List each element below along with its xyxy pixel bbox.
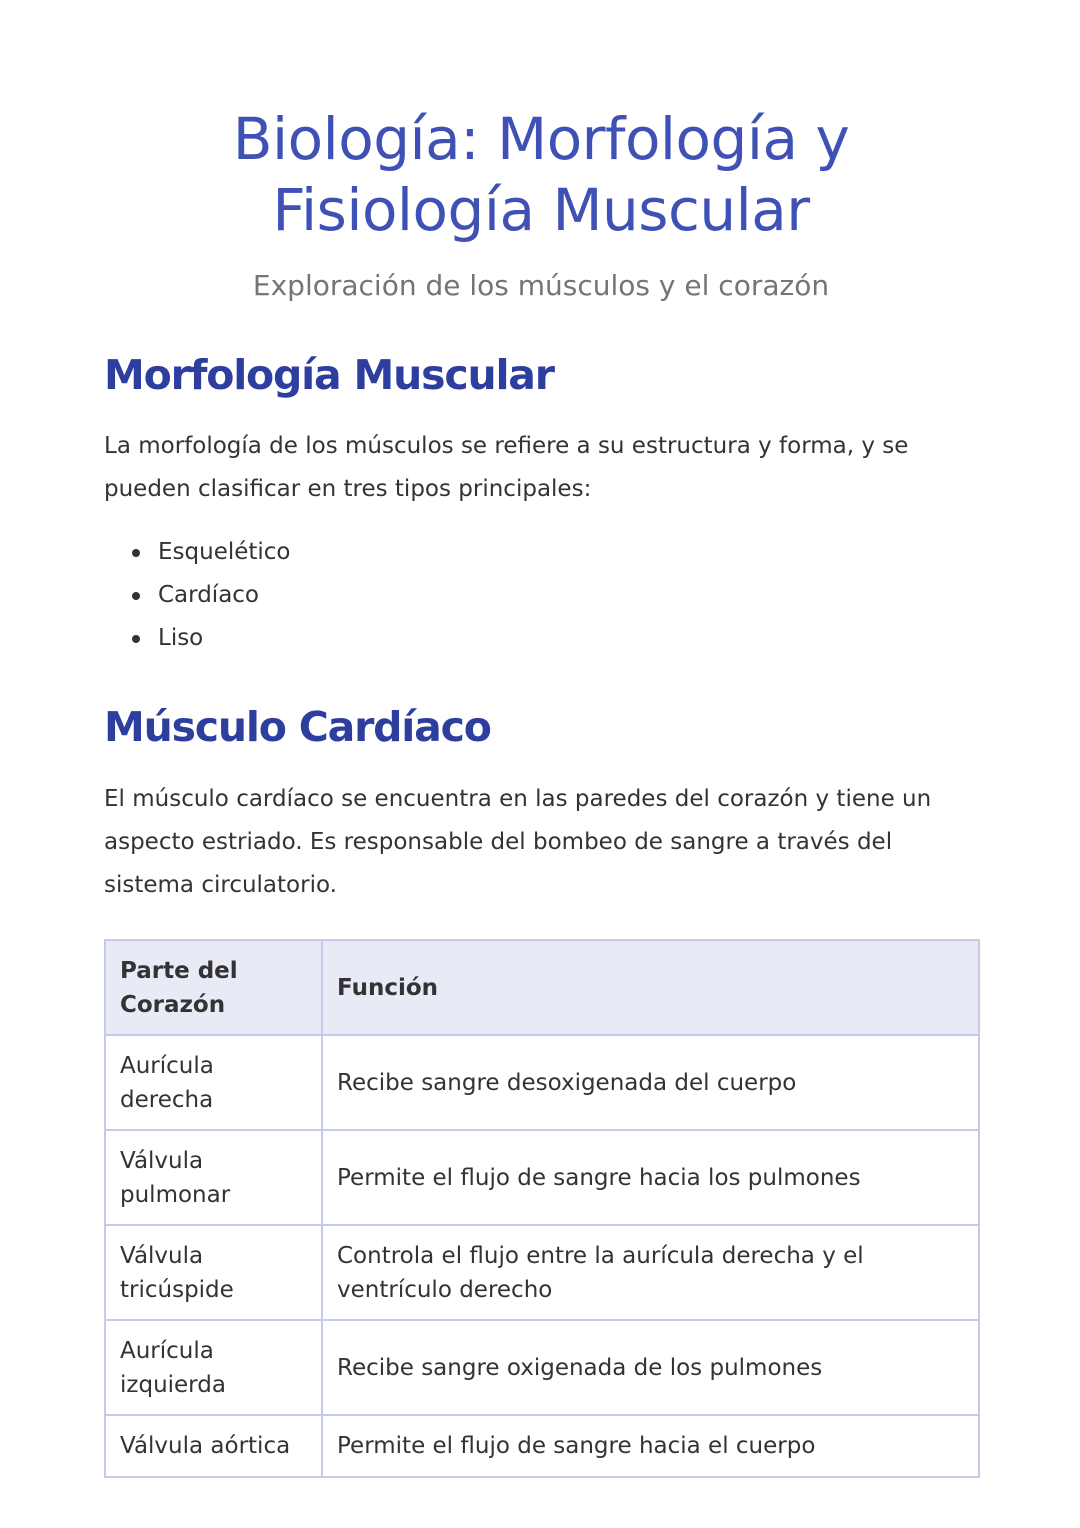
document-title: Biología: Morfología y Fisiología Muscular bbox=[232, 105, 850, 244]
table-cell-function: Recibe sangre oxigenada de los pulmones bbox=[322, 1320, 979, 1415]
list-item: Liso bbox=[104, 617, 291, 660]
table-cell-part: Aurícula izquierda bbox=[105, 1320, 322, 1415]
table-cell-part: Aurícula derecha bbox=[105, 1035, 322, 1130]
list-item: Esquelético bbox=[104, 531, 291, 574]
table-cell-function: Controla el flujo entre la aurícula derecha y el ventrículo derecho bbox=[322, 1225, 979, 1320]
table-cell-part: Válvula pulmonar bbox=[105, 1130, 322, 1225]
muscle-types-list bbox=[104, 531, 291, 660]
table-row bbox=[105, 1035, 979, 1130]
table-row bbox=[105, 1130, 979, 1225]
table-header-cell: Parte del Corazón bbox=[105, 940, 322, 1035]
table-cell-function: Recibe sangre desoxigenada del cuerpo bbox=[322, 1035, 979, 1130]
table-cell-part: Válvula aórtica bbox=[105, 1415, 322, 1477]
table-cell-function: Permite el flujo de sangre hacia los pulmones bbox=[322, 1130, 979, 1225]
table-row bbox=[105, 1320, 979, 1415]
table-cell-function: Permite el flujo de sangre hacia el cuerpo bbox=[322, 1415, 979, 1477]
table-row bbox=[105, 1415, 979, 1477]
section-heading-morfologia: Morfología Muscular bbox=[104, 351, 554, 399]
document-subtitle: Exploración de los músculos y el corazón bbox=[252, 269, 830, 302]
table-header-cell: Función bbox=[322, 940, 979, 1035]
section-paragraph-cardiaco: El músculo cardíaco se encuentra en las paredes del corazón y tiene un aspecto estriado. Es responsable del bombeo de sangre a través del sistema circulatorio. bbox=[104, 786, 932, 898]
section-heading-cardiaco: Músculo Cardíaco bbox=[104, 703, 491, 751]
section-paragraph-morfologia: La morfología de los músculos se refiere a su estructura y forma, y se pueden clasificar en tres tipos principales: bbox=[104, 433, 909, 502]
heart-parts-table bbox=[104, 939, 980, 1478]
table-cell-part: Válvula tricúspide bbox=[105, 1225, 322, 1320]
list-item: Cardíaco bbox=[104, 574, 291, 617]
table-header-row bbox=[105, 940, 979, 1035]
table-row bbox=[105, 1225, 979, 1320]
